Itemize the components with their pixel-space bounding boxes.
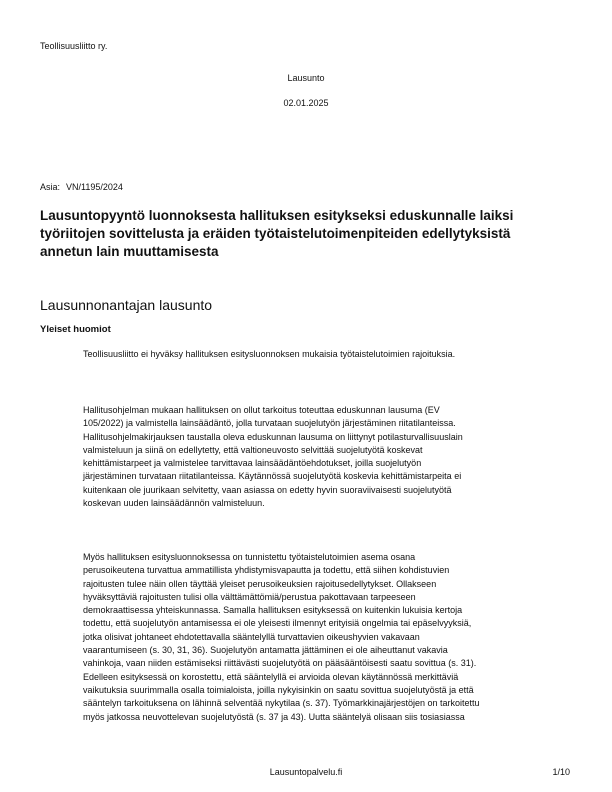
- footer-site-link[interactable]: Lausuntopalvelu.fi: [269, 767, 343, 777]
- organization-name: Teollisuusliitto ry.: [40, 41, 108, 51]
- paragraph: Hallitusohjelman mukaan hallituksen on ollut tarkoitus toteuttaa eduskunnan lausuma (EV 105/2022) ja valmistella lainsäädäntö, jolla turvataan suojelutyön järjestäminen riitatilanteissa. Hallitusohjelmakirjauksen taustalla oleva eduskunnan lausuma on liittynyt potilasturvallisuuslain valmisteluun ja siinä on edellytetty, että valtioneuvosto selvittää suojelutyötä koskevat kehittämistarpeet ja valmistelee tarvittavaa lainsäädäntöehdotukset, joilla suojelutyön järjestäminen turvataan riitatilanteissa. Käytännössä suojelutyötä koskevia kehittämistarpeita ei kuitenkaan ole juurikaan selvitetty, vaan asiassa on edetty hyvin suoraviivaisesti suojelutyötä koskevan uuden lainsäädännön valmisteluun.: [83, 405, 463, 509]
- case-reference: [40, 181, 123, 193]
- page-number: 1/10: [552, 767, 570, 777]
- document-title: Lausuntopyyntö luonnoksesta hallituksen esitykseksi eduskunnalle laiksi työriitojen sovittelusta ja eräiden työtaistelutoimenpiteiden edellytyksistä annetun lain muuttamisesta: [40, 208, 514, 259]
- case-label: Asia:: [40, 182, 61, 192]
- paragraph: Teollisuusliitto ei hyväksy hallituksen esitysluonnoksen mukaisia työtaistelutoimien rajoituksia.: [83, 349, 456, 359]
- section-heading: Lausunnonantajan lausunto: [40, 297, 213, 313]
- paragraph: Myös hallituksen esitysluonnoksessa on tunnistettu työtaistelutoimien asema osana perusoikeutena turvattua ammatillista yhdistymisvapautta ja todettu, että siihen kohdistuvien rajoitusten tulee näin ollen täyttää yleiset perusoikeuksien rajoitusedellytykset. Ollakseen hyväksyttäviä rajoitusten tulisi olla välttämättömiä/perustua pakottavaan tarpeeseen demokraattisessa yhteiskunnassa. Samalla hallituksen esityksessä on kuitenkin lukuisia kertoja todettu, että suojelutyön antamisessa ei ole yleisesti ilmennyt erityisiä ongelmia tai epäselvyyksiä, jotka olisivat johtaneet ehdotettavalla sääntelyllä turvattavien oikeushyvien vakavaan vaarantumiseen (s. 30, 31, 36). Suojelutyön antamatta jättäminen ei ole aiheuttanut vakavia vahinkoja, vaan niiden estämiseksi riittävästi suojelutyötä on pääsääntöisesti saatu sovittua (s. 31). Edelleen esityksessä on korostettu, että sääntelyllä ei arvioida olevan käytännössä merkittäviä vaikutuksia suurimmalla osalla toimialoista, joilla nykyisinkin on saatu sovittua suojelutyöstä ja että sääntelyn tarkoituksena on lähinnä selventää nykytilaa (s. 37). Työmarkkinajärjestöjen on tarkoitettu myös jatkossa neuvottelevan suojelutyöstä (s. 37 ja 43). Uutta sääntelyä olisaan siis tosiasiassa: [83, 552, 480, 722]
- document-type: Lausunto: [287, 73, 325, 83]
- case-number: VN/1195/2024: [66, 182, 123, 192]
- subheading: Yleiset huomiot: [40, 324, 111, 335]
- document-date: 02.01.2025: [283, 98, 329, 108]
